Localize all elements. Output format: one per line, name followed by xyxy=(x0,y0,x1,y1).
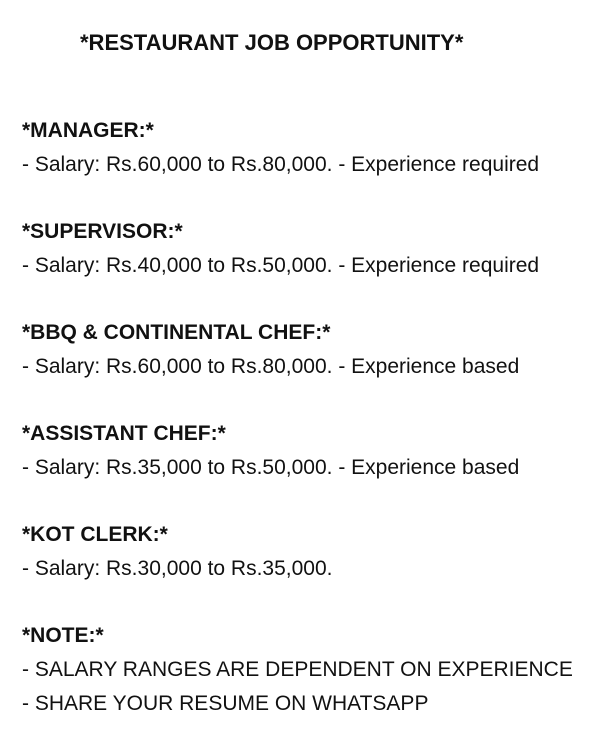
page-title: *RESTAURANT JOB OPPORTUNITY* xyxy=(80,30,464,55)
job-title: *BBQ & CONTINENTAL CHEF:* xyxy=(22,321,331,344)
job-salary: - Salary: Rs.60,000 to Rs.80,000. - Experience based xyxy=(22,355,520,378)
job-salary: - Salary: Rs.35,000 to Rs.50,000. - Experience based xyxy=(22,456,520,479)
job-kot-clerk xyxy=(22,522,597,582)
note-section xyxy=(22,623,597,717)
note-line-2: - SHARE YOUR RESUME ON WHATSAPP xyxy=(22,692,429,715)
job-assistant-chef xyxy=(22,421,597,481)
job-title: *KOT CLERK:* xyxy=(22,523,168,546)
job-supervisor xyxy=(22,219,597,279)
job-title: *ASSISTANT CHEF:* xyxy=(22,422,226,445)
note-line-1: - SALARY RANGES ARE DEPENDENT ON EXPERIENCE xyxy=(22,658,573,681)
job-title: *SUPERVISOR:* xyxy=(22,220,183,243)
job-salary: - Salary: Rs.40,000 to Rs.50,000. - Experience required xyxy=(22,254,540,277)
job-manager xyxy=(22,118,597,178)
job-salary: - Salary: Rs.30,000 to Rs.35,000. xyxy=(22,557,333,580)
job-title: *MANAGER:* xyxy=(22,119,154,142)
job-bbq-continental-chef xyxy=(22,320,597,380)
note-title: *NOTE:* xyxy=(22,624,104,647)
job-salary: - Salary: Rs.60,000 to Rs.80,000. - Experience required xyxy=(22,153,540,176)
